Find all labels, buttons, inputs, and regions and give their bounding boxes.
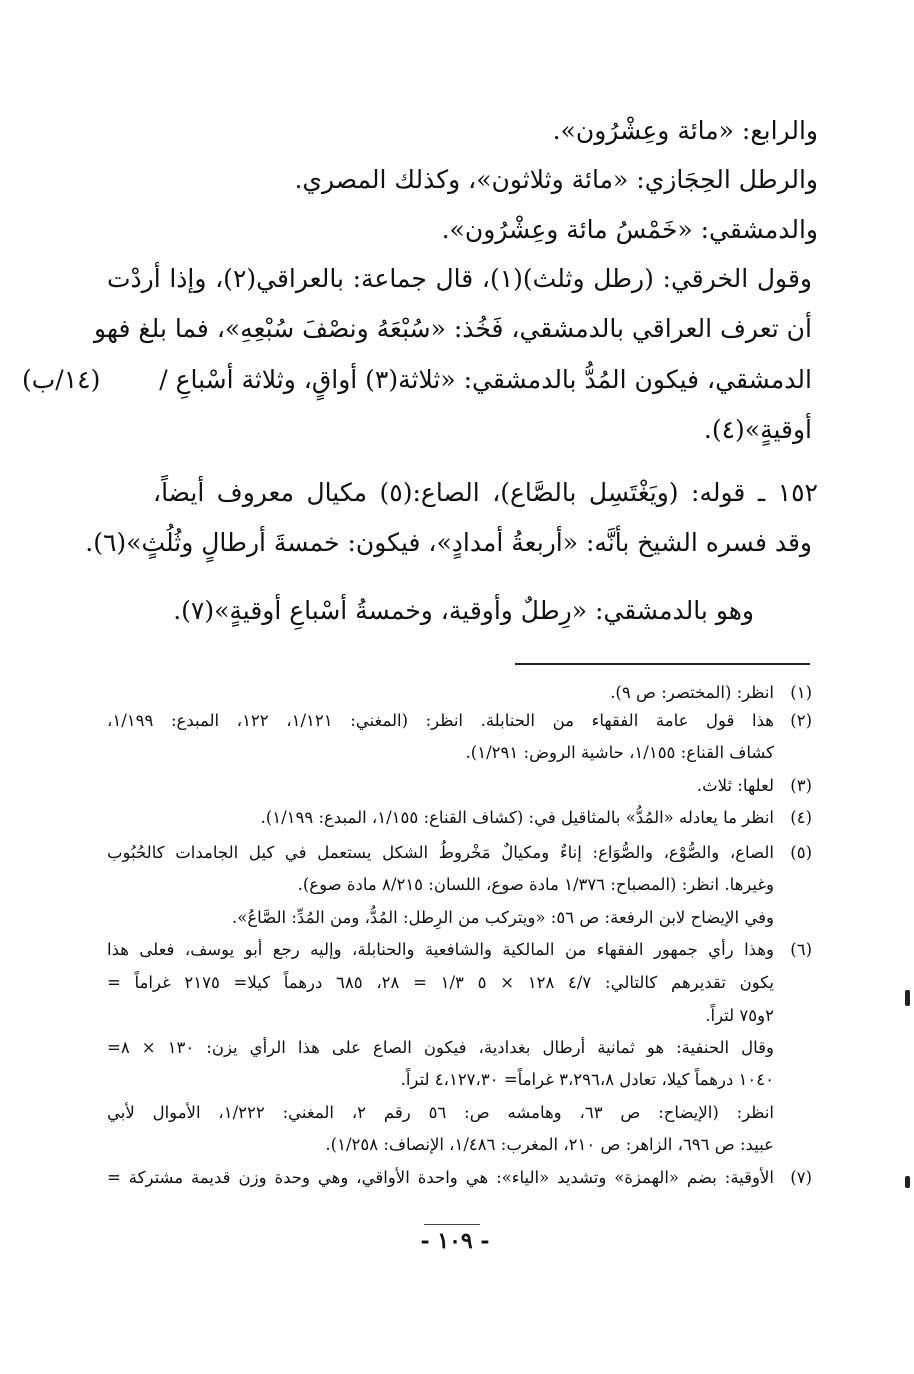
footnote-line-16 xyxy=(107,1165,812,1191)
footnote-number: (٧) xyxy=(790,1168,812,1187)
body-line-1: والرابع: «مائة وعِشْرُون». xyxy=(552,116,818,145)
body-line-3: والدمشقي: «خَمْسُ مائة وعِشْرُون». xyxy=(441,215,818,244)
footnote-line-10: يكون تقديرهم كالتالي: ٤/٧ ١٢٨ × ٥ ١/٣ = ٢٨، ٦٨٥ درهماً كيلا= ٢١٧٥ غراماً = xyxy=(107,973,774,992)
footnote-line-8: وفي الإيضاح لابن الرفعة: ص ٥٦: «ويتركب من الرِطل: المُدُّ، ومن المُدِّ: الصَّاعُ». xyxy=(231,908,774,927)
page-number-rule xyxy=(424,1224,480,1225)
footnote-number: (٦) xyxy=(790,940,812,959)
body-line-6: الدمشقي، فيكون المُدُّ بالدمشقي: «ثلاثة(٣) أواقٍ، وثلاثة أسْباعِ / xyxy=(159,365,812,394)
body-line-10: وهو بالدمشقي: «رِطلٌ وأوقية، وخمسةُ أسْباعِ أوقيةٍ»(٧). xyxy=(173,596,754,625)
footnote-line-4 xyxy=(107,773,812,799)
footnote-text: انظر ما يعادله «المُدُّ» بالمثاقيل في: (كشاف القناع: ١/١٥٥، المبدع: ١/١٩٩). xyxy=(260,808,774,827)
body-line-9: وقد فسره الشيخ بأنَّه: «أربعةُ أمدادٍ»، فيكون: خمسةَ أرطالٍ وثُلُثٍ»(٦). xyxy=(85,528,812,557)
footnote-text: وهذا رأي جمهور الفقهاء من المالكية والشافعية والحنابلة، وإليه رجع أبو يوسف، فعلى هذا xyxy=(107,940,774,959)
body-line-2: والرطل الحِجَازي: «مائة وثلاثون»، وكذلك المصري. xyxy=(294,165,818,194)
footnote-line-3: كشاف القناع: ١/١٥٥، حاشية الروض: ١/٢٩١). xyxy=(465,743,774,762)
footnote-line-9 xyxy=(107,937,812,963)
body-line-8: ١٥٢ ـ قوله: (ويَغْتَسِل بالصَّاع)، الصاع:(٥) مكيال معروف أيضاً، xyxy=(153,478,818,507)
footnote-text: الأوقية: بضم «الهمزة» وتشديد «الياء»: هي واحدة الأواقي، وهي وحدة وزن قديمة مشتركة = xyxy=(107,1168,774,1187)
footnote-line-15: عبيد: ص ٦٩٦، الزاهر: ص ٢١٠، المغرب: ١/٤٨٦، الإنصاف: ١/٢٥٨). xyxy=(325,1135,774,1154)
body-line-4: وقول الخرقي: (رطل وثلث)(١)، قال جماعة: بالعراقي(٢)، وإذا أردْت xyxy=(107,264,812,293)
footnote-line-7: وغيرها. انظر: (المصباح: ١/٣٧٦ مادة صوع، اللسان: ٨/٢١٥ مادة صوع). xyxy=(297,875,774,894)
scan-edge-mark xyxy=(905,1176,910,1188)
footnote-line-5 xyxy=(107,805,812,831)
footnote-line-2 xyxy=(107,708,812,734)
footnote-line-12: وقال الحنفية: هو ثمانية أرطال بغدادية، فيكون الصاع على هذا الرأي يزن: ١٣٠ × ٨= xyxy=(107,1038,774,1057)
footnote-line-14: انظر: (الإيضاح: ص ٦٣، وهامشه ص: ٥٦ رقم ٢، المغني: ١/٢٢٢، الأموال لأبي xyxy=(107,1103,775,1122)
footnote-text: انظر: (المختصر: ص ٩). xyxy=(610,683,774,702)
footnote-line-6 xyxy=(107,840,812,866)
footnote-number: (٤) xyxy=(790,808,812,827)
page-number: - ١٠٩ - xyxy=(420,1228,490,1254)
footnote-number: (٣) xyxy=(790,776,812,795)
footnote-number: (٢) xyxy=(790,711,812,730)
footnote-line-1 xyxy=(107,680,812,706)
footnote-text: لعلها: ثلاث. xyxy=(696,776,774,795)
scan-edge-mark xyxy=(905,990,910,1006)
body-line-5: أن تعرف العراقي بالدمشقي، فَخُذ: «سُبْعَهُ ونصْفَ سُبْعِهِ»، فما بلغ فهو xyxy=(94,314,812,343)
body-line-7: أوقيةٍ»(٤). xyxy=(703,415,812,444)
footnote-number: (٥) xyxy=(790,843,812,862)
footnote-line-13: ١٠٤٠ درهماً كيلا، تعادل ٣،٢٩٦،٨ غراماً= ٤،١٢٧،٣٠ لتراً. xyxy=(400,1070,774,1089)
footnote-number: (١) xyxy=(790,683,812,702)
footnote-text: هذا قول عامة الفقهاء من الحنابلة. انظر: (المغني: ١/١٢١، ١٢٢، المبدع: ١/١٩٩، xyxy=(107,711,774,730)
footnote-line-11: ٢و٧٥ لتراً. xyxy=(705,1006,774,1025)
footnote-text: الصاع، والصُّوْع، والصُّوَاع: إناءٌ ومكيالٌ مَخْروطُ الشكل يستعمل في كيل الجامدات كالحُبُوب xyxy=(107,843,774,862)
footnote-separator xyxy=(515,663,810,665)
manuscript-folio-note: (١٤/ب) xyxy=(22,365,101,394)
